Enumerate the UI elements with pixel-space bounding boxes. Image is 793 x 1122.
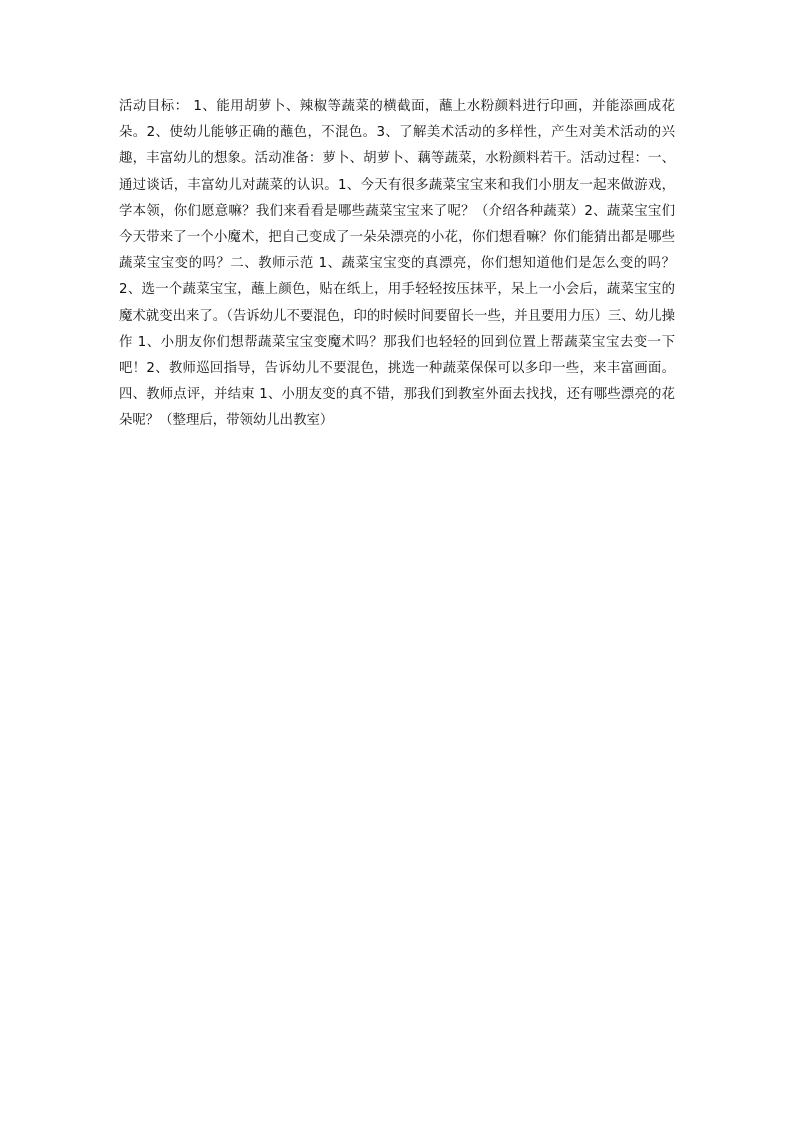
body-paragraph: 活动目标： 1、能用胡萝卜、辣椒等蔬菜的横截面，蘸上水粉颜料进行印画，并能添画成花朵。2、使幼儿能够正确的蘸色，不混色。3、了解美术活动的多样性，产生对美术活动的兴趣，丰富幼儿的想象。活动准备：萝卜、胡萝卜、藕等蔬菜，水粉颜料若干。活动过程：一、通过谈话，丰富幼儿对蔬菜的认识。1、今天有很多蔬菜宝宝来和我们小朋友一起来做游戏，学本领，你们愿意嘛？我们来看看是哪些蔬菜宝宝来了呢？（介绍各种蔬菜）2、蔬菜宝宝们今天带来了一个小魔术，把自己变成了一朵朵漂亮的小花，你们想看嘛？你们能猜出都是哪些蔬菜宝宝变的吗？二、教师示范 1、蔬菜宝宝变的真漂亮，你们想知道他们是怎么变的吗？2、选一个蔬菜宝宝，蘸上颜色，贴在纸上，用手轻轻按压抹平，呆上一小会后，蔬菜宝宝的魔术就变出来了。（告诉幼儿不要混色，印的时候时间要留长一些，并且要用力压）三、幼儿操作 1、小朋友你们想帮蔬菜宝宝变魔术吗？那我们也轻轻的回到位置上帮蔬菜宝宝去变一下吧！2、教师巡回指导，告诉幼儿不要混色，挑选一种蔬菜保保可以多印一些，来丰富画面。四、教师点评，并结束 1、小朋友变的真不错，那我们到教室外面去找找，还有哪些漂亮的花朵呢？（整理后，带领幼儿出教室） bbox=[119, 99, 675, 429]
document-body bbox=[119, 94, 675, 435]
